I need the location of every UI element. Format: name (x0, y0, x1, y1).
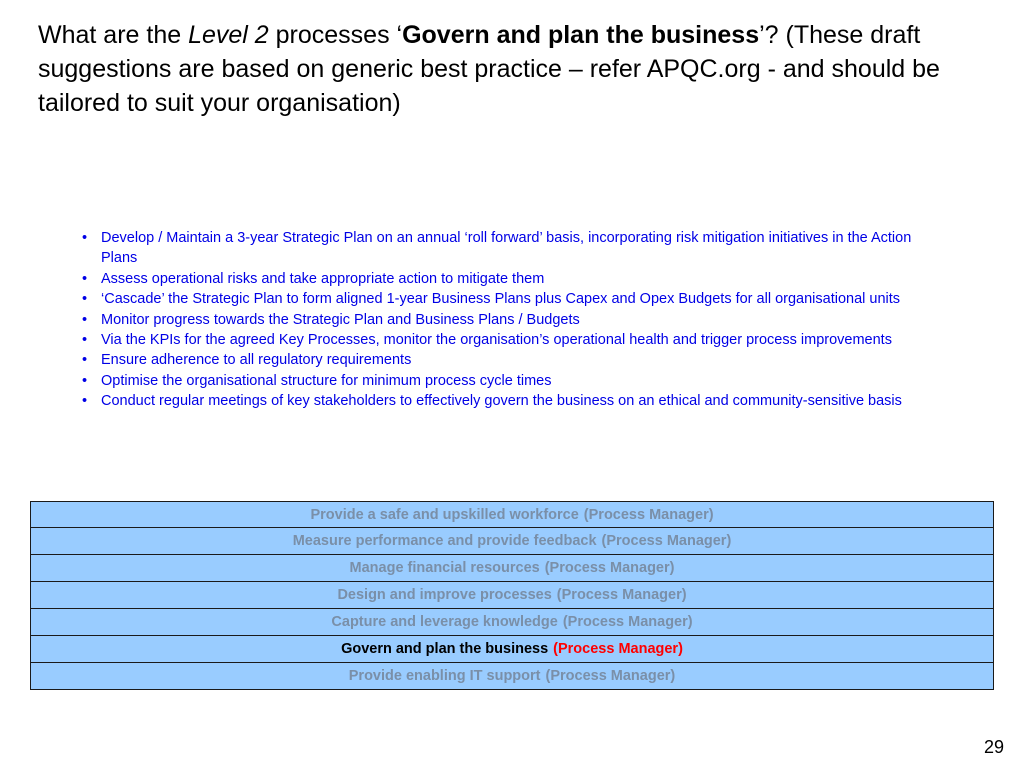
process-role: (Process Manager) (601, 533, 732, 549)
process-name: Design and improve processes (337, 587, 552, 603)
title-process-bold: Govern and plan the business (402, 21, 760, 49)
slide-title (38, 18, 998, 120)
process-role: (Process Manager) (545, 668, 676, 684)
process-name: Provide enabling IT support (348, 668, 541, 684)
bullet-item (82, 228, 942, 269)
title-level-italic: Level 2 (188, 21, 269, 49)
bullet-marker: • (82, 332, 88, 349)
bullet-item (82, 289, 942, 309)
bullet-item (82, 371, 942, 391)
process-role: (Process Manager) (583, 506, 714, 523)
bullet-marker: • (82, 291, 88, 308)
bullet-marker: • (82, 230, 88, 246)
process-name: Provide a safe and upskilled workforce (310, 506, 579, 523)
bullet-marker: • (82, 352, 88, 369)
bullet-text: Develop / Maintain a 3-year Strategic Plan on an annual ‘roll forward’ basis, incorporating risk mitigation initiatives in the Action Plans (101, 230, 912, 267)
bullet-item (82, 310, 942, 330)
process-role: (Process Manager) (556, 587, 687, 603)
process-row-govern-active (30, 636, 994, 663)
bullet-marker: • (82, 270, 88, 287)
bullet-item (82, 350, 942, 370)
process-name: Measure performance and provide feedback (292, 533, 597, 549)
title-part-3: processes ‘ (268, 21, 403, 49)
process-row-performance (30, 528, 994, 555)
process-role: (Process Manager) (544, 560, 675, 576)
process-row-design (30, 582, 994, 609)
process-row-workforce (30, 501, 994, 528)
bullet-marker: • (82, 372, 88, 389)
bullet-marker: • (82, 311, 88, 328)
bullet-text: ‘Cascade’ the Strategic Plan to form aligned 1-year Business Plans plus Capex and Opex Budgets for all organisational units (101, 291, 901, 308)
bullet-text: Assess operational risks and take appropriate action to mitigate them (101, 270, 545, 287)
process-row-financial (30, 555, 994, 582)
process-row-it-support (30, 663, 994, 690)
bullet-text: Conduct regular meetings of key stakeholders to effectively govern the business on an ethical and community-sensitive basis (101, 393, 902, 410)
bullet-text: Monitor progress towards the Strategic Plan and Business Plans / Budgets (101, 311, 580, 328)
bullet-marker: • (82, 393, 88, 410)
bullet-item (82, 269, 942, 289)
title-part-1: What are the (38, 21, 189, 49)
process-role: (Process Manager) (562, 614, 693, 630)
bullet-item (82, 330, 942, 350)
bullet-list (82, 228, 942, 412)
bullet-text: Optimise the organisational structure for minimum process cycle times (101, 372, 552, 389)
bullet-item (82, 391, 942, 411)
process-name: Capture and leverage knowledge (331, 614, 558, 630)
bullet-text: Ensure adherence to all regulatory requirements (101, 352, 412, 369)
process-name: Manage financial resources (349, 560, 540, 576)
process-row-knowledge (30, 609, 994, 636)
bullet-text: Via the KPIs for the agreed Key Processes, monitor the organisation’s operational health and trigger process improvements (101, 332, 892, 349)
process-role-highlight: (Process Manager) (553, 641, 683, 657)
title-part-5: ’? (These draft suggestions are based on generic best practice – refer APQC.org - and should be tailored to suit your organisation) (38, 21, 940, 117)
page-number: 29 (983, 737, 1004, 757)
process-name: Govern and plan the business (341, 641, 549, 657)
process-table (30, 501, 994, 690)
